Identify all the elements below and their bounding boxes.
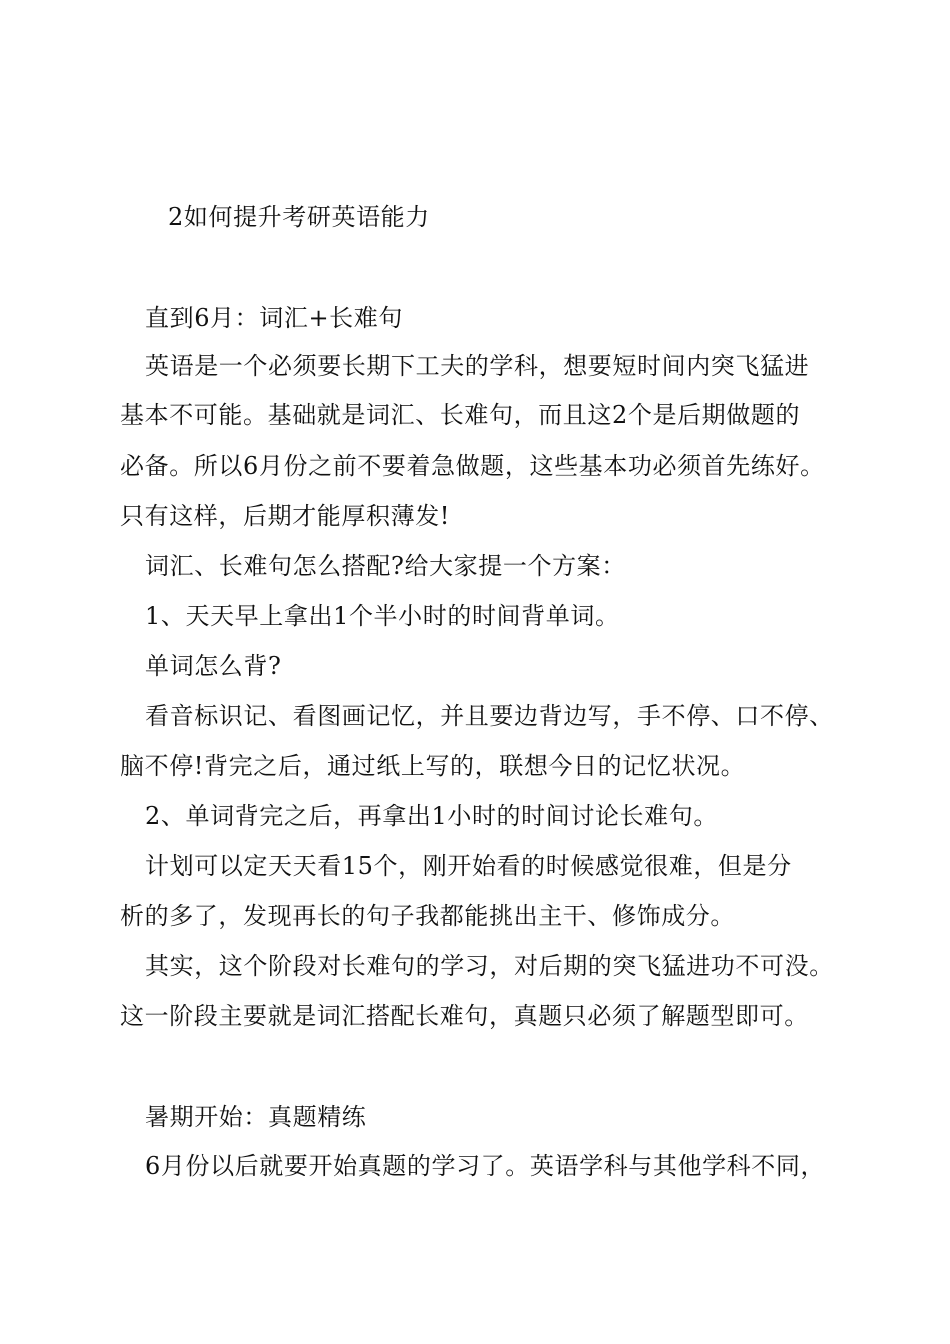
paragraph-line: 计划可以定天天看15个，刚开始看的时候感觉很难，但是分 [145,852,792,880]
paragraph-line: 只有这样，后期才能厚积薄发! [120,502,451,530]
paragraph-line: 单词怎么背? [145,652,282,680]
paragraph-line: 析的多了，发现再长的句子我都能挑出主干、修饰成分。 [120,902,735,930]
paragraph-line: 其实，这个阶段对长难句的学习，对后期的突飞猛进功不可没。 [145,952,834,980]
paragraph-line: 这一阶段主要就是词汇搭配长难句，真题只必须了解题型即可。 [120,1002,809,1030]
paragraph-line: 2、单词背完之后，再拿出1小时的时间讨论长难句。 [145,802,718,830]
paragraph-line: 脑不停!背完之后，通过纸上写的，联想今日的记忆状况。 [120,752,746,780]
paragraph-line: 必备。所以6月份之前不要着急做题，这些基本功必须首先练好。 [120,452,825,480]
document-title: 2如何提升考研英语能力 [168,203,430,231]
paragraph-line: 词汇、长难句怎么搭配?给大家提一个方案： [145,552,626,580]
paragraph-line: 6月份以后就要开始真题的学习了。英语学科与其他学科不同， [145,1152,826,1180]
section-heading-summer: 暑期开始：真题精练 [145,1103,367,1131]
paragraph-line: 英语是一个必须要长期下工夫的学科，想要短时间内突飞猛进 [145,352,810,380]
paragraph-line: 1、天天早上拿出1个半小时的时间背单词。 [145,602,620,630]
section-heading-vocabulary: 直到6月：词汇+长难句 [145,304,403,332]
paragraph-line: 基本不可能。基础就是词汇、长难句，而且这2个是后期做题的 [120,401,801,429]
paragraph-line: 看音标识记、看图画记忆，并且要边背边写，手不停、口不停、 [145,702,834,730]
